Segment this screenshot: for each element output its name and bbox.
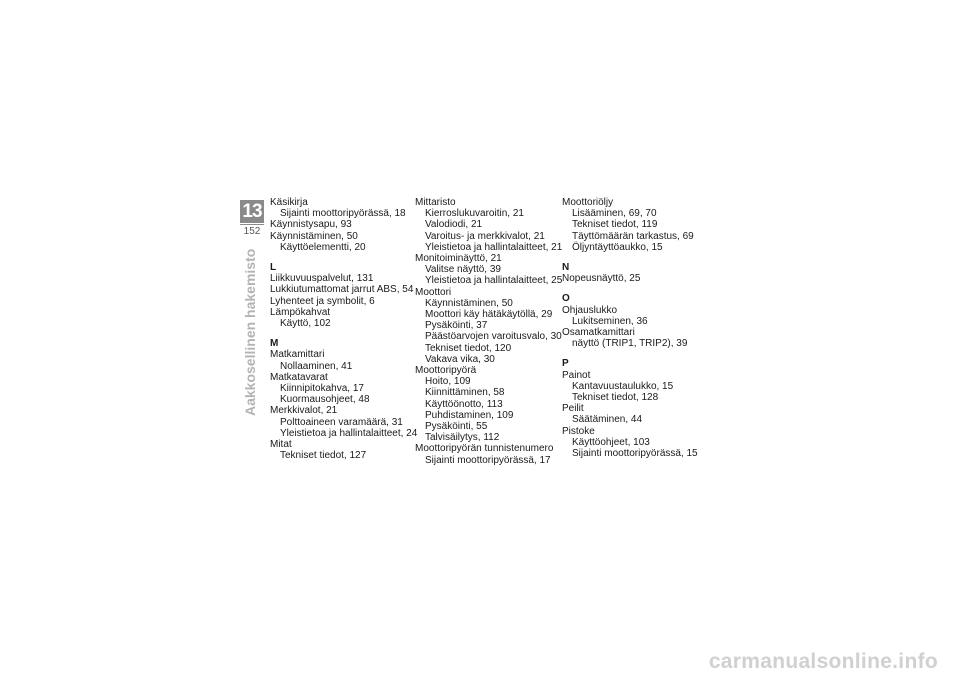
index-entry: Merkkivalot, 21: [270, 405, 338, 417]
index-subentry: Moottori käy hätäkäytöllä, 29: [425, 309, 553, 321]
index-subentry: Tekniset tiedot, 127: [280, 450, 367, 462]
index-subentry: Vakava vika, 30: [425, 353, 495, 365]
index-subentry: Käyttö, 102: [280, 318, 331, 330]
index-entry: Matkamittari: [270, 349, 325, 361]
index-column-1: [270, 197, 420, 461]
index-subentry: Käyttöönotto, 113: [425, 398, 503, 410]
index-subentry: Polttoaineen varamäärä, 31: [280, 416, 403, 428]
index-subentry: Varoitus- ja merkkivalot, 21: [425, 230, 545, 242]
index-entry: Käynnistäminen, 50: [270, 230, 358, 242]
index-entry: Moottoripyörän tunnistenumero: [415, 443, 554, 455]
index-entry: Lämpökahvat: [270, 306, 331, 318]
index-subentry: Yleistietoa ja hallintalaitteet, 24: [280, 427, 418, 439]
index-entry: Nopeusnäyttö, 25: [562, 273, 641, 285]
chapter-number: 13: [240, 200, 264, 223]
index-subentry: Puhdistaminen, 109: [425, 409, 514, 421]
index-subentry: Öljyntäyttöaukko, 15: [572, 241, 663, 253]
index-subentry: Sijainti moottoripyörässä, 18: [280, 208, 406, 220]
index-subentry: näyttö (TRIP1, TRIP2), 39: [572, 338, 688, 350]
index-subentry: Kuormausohjeet, 48: [280, 394, 370, 406]
index-subentry: Käyttöohjeet, 103: [572, 436, 650, 448]
index-subentry: Päästöarvojen varoitusvalo, 30: [425, 331, 562, 343]
index-subentry: Kiinnipitokahva, 17: [280, 383, 364, 395]
index-entry: Painot: [562, 369, 591, 381]
chapter-divider: [240, 224, 264, 225]
index-entry: Käsikirja: [270, 197, 308, 208]
index-letter: P: [562, 358, 569, 370]
index-subentry: Täyttömäärän tarkastus, 69: [572, 230, 694, 242]
index-subentry: Yleistietoa ja hallintalaitteet, 21: [425, 241, 563, 253]
index-entry: Lukkiutumattomat jarrut ABS, 54: [270, 284, 414, 296]
index-subentry: Nollaaminen, 41: [280, 360, 353, 372]
index-subentry: Kantavuustaulukko, 15: [572, 380, 674, 392]
index-subentry: Lisääminen, 69, 70: [572, 208, 657, 220]
index-subentry: Tekniset tiedot, 128: [572, 392, 659, 404]
index-entry: Moottoripyörä: [415, 365, 477, 377]
index-subentry: Tekniset tiedot, 120: [425, 342, 512, 354]
index-subentry: Kiinnittäminen, 58: [425, 387, 505, 399]
index-subentry: Kierroslukuvaroitin, 21: [425, 208, 524, 220]
index-letter: N: [562, 262, 570, 274]
index-entry: Liikkuvuuspalvelut, 131: [270, 273, 374, 285]
index-subentry: Käyttöelementti, 20: [280, 241, 366, 253]
index-subentry: Talvisäilytys, 112: [425, 432, 500, 444]
index-entry: Monitoiminäyttö, 21: [415, 253, 502, 265]
side-title: Aakkosellinen hakemisto: [242, 248, 258, 416]
page-number: 152: [243, 226, 261, 237]
index-entry: Pistoke: [562, 425, 595, 437]
index-entry: Moottoriöljy: [562, 197, 614, 208]
watermark: carmanualsonline.info: [708, 650, 938, 673]
index-subentry: Valodiodi, 21: [425, 219, 483, 231]
index-letter: M: [270, 338, 279, 350]
index-subentry: Tekniset tiedot, 119: [572, 219, 658, 231]
index-column-2: [415, 197, 565, 466]
index-entry: Mittaristo: [415, 197, 456, 208]
index-entry: Käynnistysapu, 93: [270, 219, 352, 231]
index-subentry: Lukitseminen, 36: [572, 315, 648, 327]
index-entry: Mitat: [270, 439, 292, 451]
index-subentry: Sijainti moottoripyörässä, 17: [425, 454, 551, 466]
index-subentry: Sijainti moottoripyörässä, 15: [572, 448, 698, 460]
index-subentry: Hoito, 109: [425, 376, 471, 388]
index-subentry: Pysäköinti, 37: [425, 320, 488, 332]
index-entry: Lyhenteet ja symbolit, 6: [270, 295, 375, 307]
index-subentry: Pysäköinti, 55: [425, 421, 488, 433]
index-subentry: Käynnistäminen, 50: [425, 297, 513, 309]
index-entry: Peilit: [562, 403, 584, 415]
index-entry: Matkatavarat: [270, 371, 328, 383]
index-subentry: Yleistietoa ja hallintalaitteet, 25: [425, 275, 563, 287]
index-letter: O: [562, 293, 570, 305]
index-letter: L: [270, 262, 277, 274]
index-subentry: Valitse näyttö, 39: [425, 264, 501, 276]
index-column-3: [562, 197, 712, 459]
index-entry: Moottori: [415, 286, 452, 298]
index-entry: Osamatkamittari: [562, 327, 635, 339]
index-subentry: Säätäminen, 44: [572, 414, 643, 426]
index-entry: Ohjauslukko: [562, 304, 618, 316]
